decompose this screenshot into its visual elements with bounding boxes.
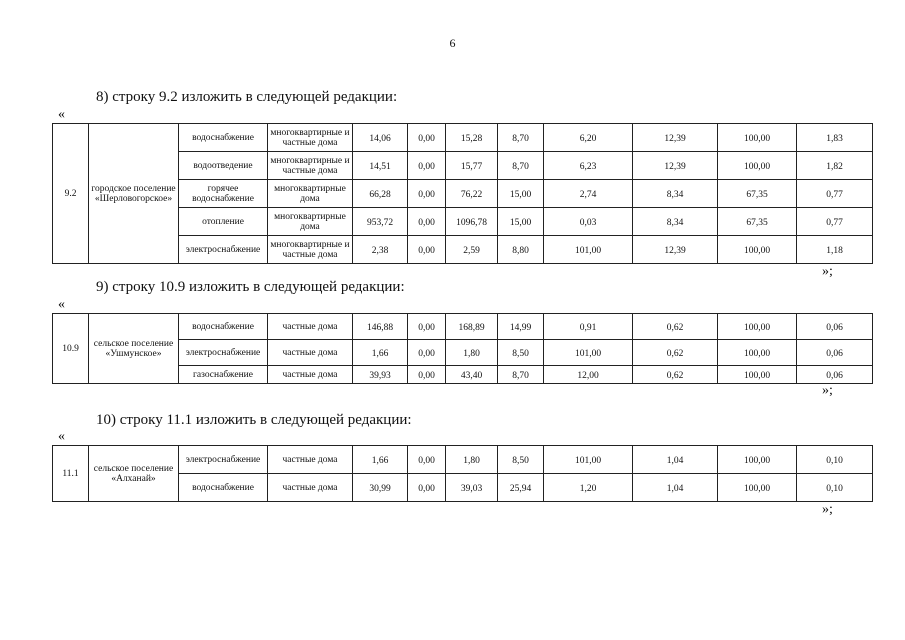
value-cell: 12,00 xyxy=(544,366,633,384)
service-cell: водоснабжение xyxy=(179,314,268,340)
value-cell: 12,39 xyxy=(633,152,718,180)
value-cell: 0,91 xyxy=(544,314,633,340)
section-heading-9-2: 8) строку 9.2 изложить в следующей редакции: xyxy=(96,89,398,105)
service-cell: водоснабжение xyxy=(179,474,268,502)
value-cell: 0,00 xyxy=(408,124,446,152)
value-cell: 1,04 xyxy=(633,474,718,502)
table-row xyxy=(53,124,873,152)
table-row-10-9 xyxy=(52,313,873,384)
consumer-type-cell: многоквартирные и частные дома xyxy=(268,124,353,152)
open-quote: « xyxy=(58,107,65,122)
value-cell: 15,77 xyxy=(446,152,498,180)
service-cell: горячее водоснабжение xyxy=(179,180,268,208)
value-cell: 0,06 xyxy=(797,314,873,340)
value-cell: 0,62 xyxy=(633,314,718,340)
value-cell: 1,80 xyxy=(446,446,498,474)
row-number-cell: 9.2 xyxy=(53,124,89,264)
value-cell: 67,35 xyxy=(718,208,797,236)
service-cell: электроснабжение xyxy=(179,446,268,474)
value-cell: 0,00 xyxy=(408,208,446,236)
value-cell: 1,18 xyxy=(797,236,873,264)
close-quote: »; xyxy=(822,502,833,517)
value-cell: 0,10 xyxy=(797,446,873,474)
value-cell: 1,66 xyxy=(353,446,408,474)
value-cell: 0,00 xyxy=(408,152,446,180)
table-row xyxy=(53,314,873,340)
value-cell: 0,00 xyxy=(408,474,446,502)
value-cell: 0,00 xyxy=(408,366,446,384)
consumer-type-cell: частные дома xyxy=(268,314,353,340)
value-cell: 43,40 xyxy=(446,366,498,384)
section-heading-11-1: 10) строку 11.1 изложить в следующей редакции: xyxy=(96,412,412,428)
value-cell: 0,77 xyxy=(797,208,873,236)
row-number-cell: 11.1 xyxy=(53,446,89,502)
close-quote: »; xyxy=(822,383,833,398)
value-cell: 6,20 xyxy=(544,124,633,152)
value-cell: 1,66 xyxy=(353,340,408,366)
value-cell: 0,00 xyxy=(408,340,446,366)
value-cell: 146,88 xyxy=(353,314,408,340)
value-cell: 76,22 xyxy=(446,180,498,208)
value-cell: 100,00 xyxy=(718,236,797,264)
value-cell: 0,00 xyxy=(408,314,446,340)
value-cell: 100,00 xyxy=(718,340,797,366)
open-quote: « xyxy=(58,297,65,312)
close-quote: »; xyxy=(822,264,833,279)
value-cell: 8,70 xyxy=(498,124,544,152)
consumer-type-cell: многоквартирные и частные дома xyxy=(268,236,353,264)
value-cell: 0,06 xyxy=(797,366,873,384)
value-cell: 8,50 xyxy=(498,340,544,366)
value-cell: 8,70 xyxy=(498,152,544,180)
value-cell: 101,00 xyxy=(544,236,633,264)
value-cell: 101,00 xyxy=(544,446,633,474)
value-cell: 14,99 xyxy=(498,314,544,340)
value-cell: 100,00 xyxy=(718,446,797,474)
value-cell: 1096,78 xyxy=(446,208,498,236)
consumer-type-cell: многоквартирные и частные дома xyxy=(268,152,353,180)
value-cell: 0,03 xyxy=(544,208,633,236)
value-cell: 25,94 xyxy=(498,474,544,502)
consumer-type-cell: частные дома xyxy=(268,366,353,384)
value-cell: 66,28 xyxy=(353,180,408,208)
value-cell: 100,00 xyxy=(718,474,797,502)
value-cell: 67,35 xyxy=(718,180,797,208)
value-cell: 0,06 xyxy=(797,340,873,366)
consumer-type-cell: многоквартирные дома xyxy=(268,180,353,208)
value-cell: 100,00 xyxy=(718,152,797,180)
open-quote: « xyxy=(58,429,65,444)
value-cell: 39,03 xyxy=(446,474,498,502)
consumer-type-cell: частные дома xyxy=(268,446,353,474)
table-row xyxy=(53,446,873,474)
value-cell: 12,39 xyxy=(633,236,718,264)
value-cell: 1,83 xyxy=(797,124,873,152)
service-cell: отопление xyxy=(179,208,268,236)
value-cell: 6,23 xyxy=(544,152,633,180)
value-cell: 15,00 xyxy=(498,208,544,236)
value-cell: 0,77 xyxy=(797,180,873,208)
value-cell: 100,00 xyxy=(718,366,797,384)
value-cell: 39,93 xyxy=(353,366,408,384)
value-cell: 15,28 xyxy=(446,124,498,152)
value-cell: 1,04 xyxy=(633,446,718,474)
value-cell: 0,10 xyxy=(797,474,873,502)
value-cell: 30,99 xyxy=(353,474,408,502)
value-cell: 1,20 xyxy=(544,474,633,502)
value-cell: 0,62 xyxy=(633,340,718,366)
value-cell: 953,72 xyxy=(353,208,408,236)
settlement-cell: городское поселение «Шерловогорское» xyxy=(89,124,179,264)
value-cell: 14,06 xyxy=(353,124,408,152)
section-heading-10-9: 9) строку 10.9 изложить в следующей редакции: xyxy=(96,279,405,295)
value-cell: 168,89 xyxy=(446,314,498,340)
service-cell: электроснабжение xyxy=(179,236,268,264)
service-cell: водоотведение xyxy=(179,152,268,180)
service-cell: электроснабжение xyxy=(179,340,268,366)
value-cell: 15,00 xyxy=(498,180,544,208)
settlement-cell: сельское поселение «Алханай» xyxy=(89,446,179,502)
value-cell: 2,74 xyxy=(544,180,633,208)
settlement-cell: сельское поселение «Ушмунское» xyxy=(89,314,179,384)
row-number-cell: 10.9 xyxy=(53,314,89,384)
value-cell: 8,50 xyxy=(498,446,544,474)
page-number: 6 xyxy=(449,36,456,50)
value-cell: 2,59 xyxy=(446,236,498,264)
value-cell: 0,00 xyxy=(408,446,446,474)
value-cell: 100,00 xyxy=(718,314,797,340)
value-cell: 101,00 xyxy=(544,340,633,366)
table-row-11-1 xyxy=(52,445,873,502)
consumer-type-cell: частные дома xyxy=(268,340,353,366)
service-cell: водоснабжение xyxy=(179,124,268,152)
value-cell: 0,00 xyxy=(408,180,446,208)
consumer-type-cell: многоквартирные дома xyxy=(268,208,353,236)
consumer-type-cell: частные дома xyxy=(268,474,353,502)
value-cell: 1,80 xyxy=(446,340,498,366)
value-cell: 1,82 xyxy=(797,152,873,180)
table-row-9-2 xyxy=(52,123,873,264)
value-cell: 100,00 xyxy=(718,124,797,152)
value-cell: 0,00 xyxy=(408,236,446,264)
service-cell: газоснабжение xyxy=(179,366,268,384)
value-cell: 2,38 xyxy=(353,236,408,264)
value-cell: 8,70 xyxy=(498,366,544,384)
value-cell: 8,34 xyxy=(633,180,718,208)
value-cell: 14,51 xyxy=(353,152,408,180)
value-cell: 8,80 xyxy=(498,236,544,264)
value-cell: 8,34 xyxy=(633,208,718,236)
value-cell: 0,62 xyxy=(633,366,718,384)
value-cell: 12,39 xyxy=(633,124,718,152)
